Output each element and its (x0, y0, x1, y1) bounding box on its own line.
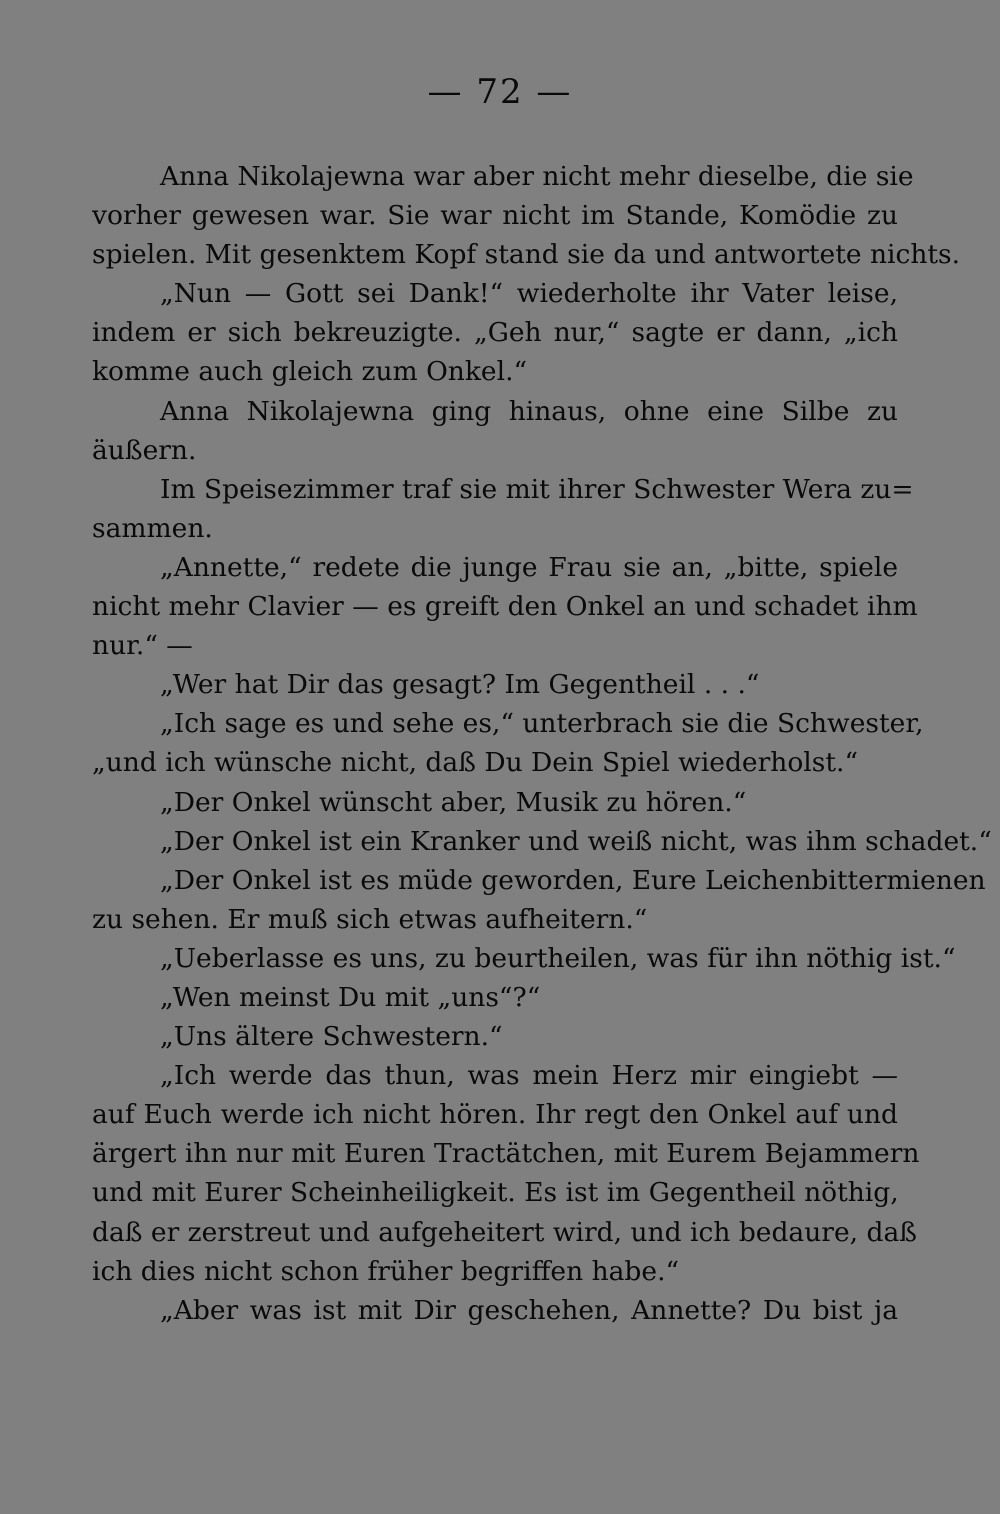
text-line: „Annette,“ redete die junge Frau sie an, „bitte, spiele (160, 551, 898, 583)
text-line: komme auch gleich zum Onkel.“ (92, 356, 528, 388)
text-line: ich dies nicht schon früher begriffen habe.“ (92, 1255, 680, 1287)
text-line: „Ich werde das thun, was mein Herz mir eingiebt — (160, 1060, 898, 1092)
text-line: „und ich wünsche nicht, daß Du Dein Spiel wiederholst.“ (92, 747, 859, 779)
text-line: Im Speisezimmer traf sie mit ihrer Schwester Wera zu= (160, 473, 914, 505)
text-line: Anna Nikolajewna war aber nicht mehr dieselbe, die sie (160, 161, 914, 192)
text-line: nicht mehr Clavier — es greift den Onkel an und schadet ihm (92, 591, 918, 623)
text-line: „Ueberlasse es uns, zu beurtheilen, was für ihn nöthig ist.“ (160, 942, 956, 974)
text-line: „Ich sage es und sehe es,“ unterbrach sie die Schwester, (160, 708, 924, 740)
text-line: „Wen meinst Du mit „uns“?“ (160, 981, 541, 1013)
text-line: daß er zerstreut und aufgeheitert wird, und ich bedaure, daß (92, 1216, 917, 1248)
text-line: nur.“ — (92, 630, 193, 662)
text-line: ärgert ihn nur mit Euren Tractätchen, mit Eurem Bejammern (92, 1138, 920, 1170)
text-line: „Uns ältere Schwestern.“ (160, 1021, 503, 1053)
text-line: indem er sich bekreuzigte. „Geh nur,“ sagte er dann, „ich (92, 317, 898, 349)
text-line: „Wer hat Dir das gesagt? Im Gegentheil . . .“ (160, 669, 760, 701)
text-line: „Der Onkel ist ein Kranker und weiß nicht, was ihm schadet.“ (160, 825, 992, 857)
text-line: „Nun — Gott sei Dank!“ wiederholte ihr Vater leise, (160, 278, 898, 310)
text-line: spielen. Mit gesenktem Kopf stand sie da und antwortete nichts. (92, 239, 961, 271)
text-line: sammen. (92, 512, 213, 544)
text-line: auf Euch werde ich nicht hören. Ihr regt den Onkel auf und (92, 1099, 898, 1131)
text-line: „Aber was ist mit Dir geschehen, Annette? Du bist ja (160, 1294, 898, 1326)
text-line: „Der Onkel wünscht aber, Musik zu hören.“ (160, 786, 747, 818)
text-line: zu sehen. Er muß sich etwas aufheitern.“ (92, 903, 648, 935)
text-line: „Der Onkel ist es müde geworden, Eure Leichenbittermienen (160, 864, 986, 896)
page-number: — 72 — (427, 72, 573, 112)
body-text (92, 157, 992, 1330)
text-line: Anna Nikolajewna ging hinaus, ohne eine Silbe zu (160, 395, 898, 427)
text-line: vorher gewesen war. Sie war nicht im Stande, Komödie zu (92, 200, 898, 232)
text-line: und mit Eurer Scheinheiligkeit. Es ist im Gegentheil nöthig, (92, 1177, 899, 1209)
text-line: äußern. (92, 434, 197, 466)
